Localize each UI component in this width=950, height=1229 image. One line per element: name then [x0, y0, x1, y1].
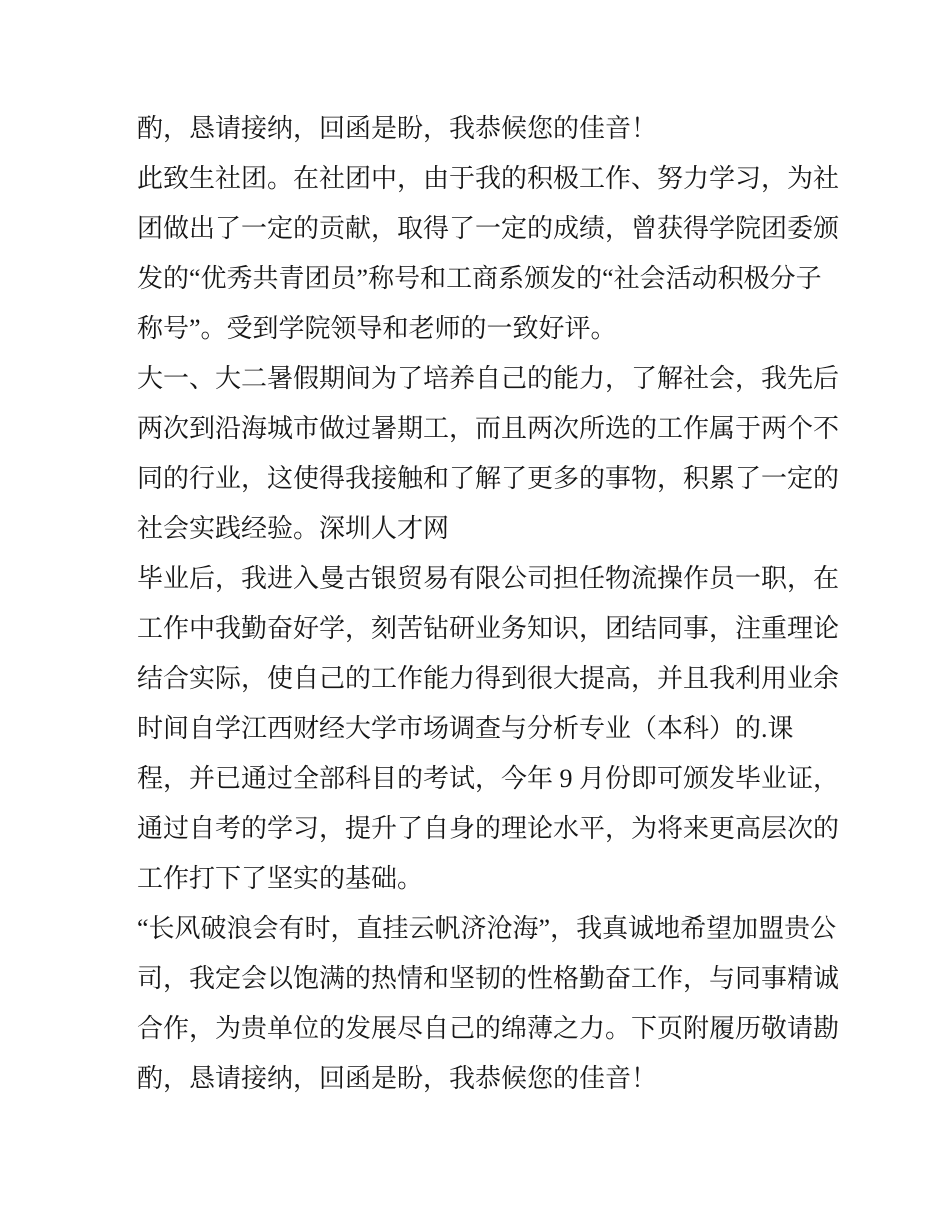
document-body	[137, 104, 840, 1104]
paragraph	[137, 904, 840, 1104]
text-line: 酌，恳请接纳，回函是盼，我恭候您的佳音！	[137, 114, 658, 143]
text-line: “长风破浪会有时，直挂云帆济沧海”，我真诚地希望加盟贵公	[137, 914, 837, 943]
text-line: 此致生社团。在社团中，由于我的积极工作、努力学习，为社	[137, 164, 840, 193]
text-line: 工作打下了坚实的基础。	[137, 864, 424, 893]
text-line: 司，我定会以饱满的热情和坚韧的性格勤奋工作，与同事精诚	[137, 964, 840, 993]
paragraph	[137, 354, 840, 554]
text-line: 程，并已通过全部科目的考试，今年 9 月份即可颁发毕业证，	[137, 764, 840, 793]
text-line: 发的“优秀共青团员”称号和工商系颁发的“社会活动积极分子	[137, 264, 822, 293]
text-line: 时间自学江西财经大学市场调查与分析专业（本科）的.课	[137, 714, 794, 743]
paragraph	[137, 154, 840, 354]
text-line: 酌，恳请接纳，回函是盼，我恭候您的佳音！	[137, 1064, 658, 1093]
text-line: 工作中我勤奋好学，刻苦钻研业务知识，团结同事，注重理论	[137, 614, 840, 643]
text-line: 两次到沿海城市做过暑期工，而且两次所选的工作属于两个不	[137, 414, 840, 443]
text-line: 结合实际，使自己的工作能力得到很大提高，并且我利用业余	[137, 664, 840, 693]
text-line: 团做出了一定的贡献，取得了一定的成绩，曾获得学院团委颁	[137, 214, 840, 243]
text-line: 社会实践经验。深圳人才网	[137, 514, 450, 543]
text-line: 大一、大二暑假期间为了培养自己的能力，了解社会，我先后	[137, 364, 840, 393]
text-line: 毕业后，我进入曼古银贸易有限公司担任物流操作员一职，在	[137, 564, 840, 593]
text-line: 合作，为贵单位的发展尽自己的绵薄之力。下页附履历敬请勘	[137, 1014, 840, 1043]
text-line: 通过自考的学习，提升了自身的理论水平，为将来更高层次的	[137, 814, 840, 843]
paragraph	[137, 554, 840, 904]
paragraph	[137, 104, 830, 154]
text-line: 称号”。受到学院领导和老师的一致好评。	[137, 314, 617, 343]
text-line: 同的行业，这使得我接触和了解了更多的事物，积累了一定的	[137, 464, 840, 493]
